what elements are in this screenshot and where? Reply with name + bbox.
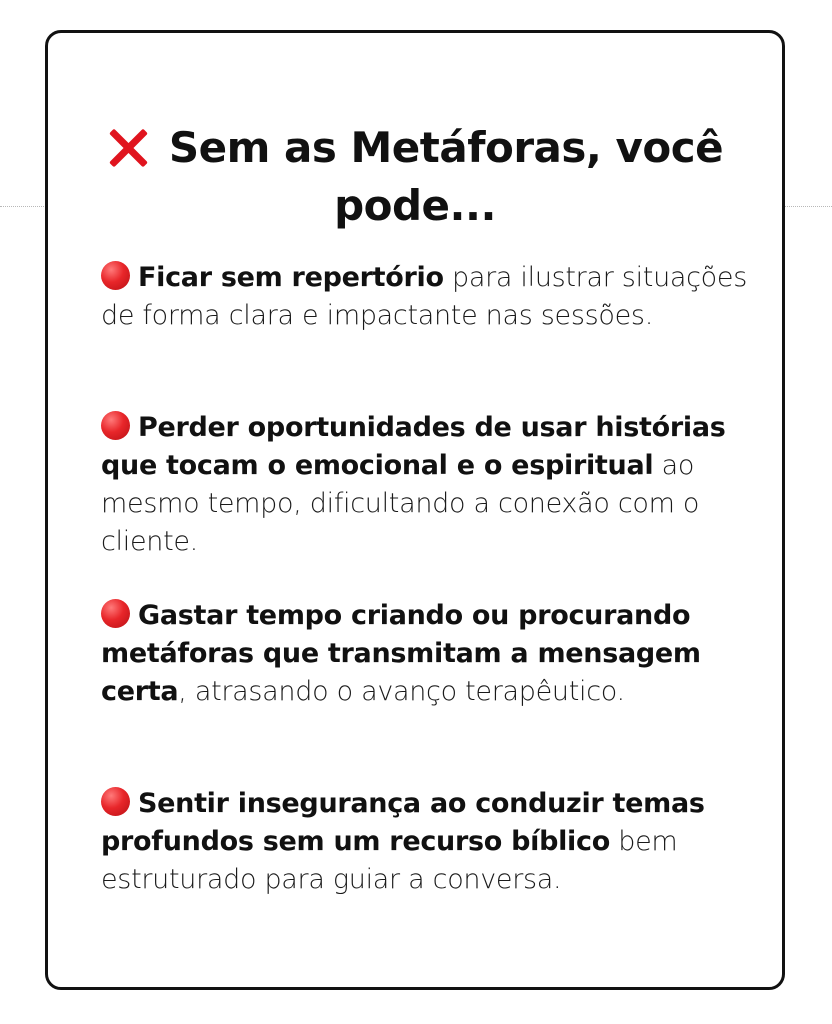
item-text: para ilustrar situações de forma clara e impactante nas sessões. (101, 262, 747, 331)
title-line-1 (48, 119, 782, 177)
red-circle-icon (101, 261, 130, 290)
red-circle-icon (101, 599, 130, 628)
list-item (101, 259, 751, 335)
item-bold-text: Ficar sem repertório (138, 262, 444, 293)
item-bold-text: Gastar tempo criando ou procurando metáforas que transmitam a mensagem certa (101, 600, 701, 707)
item-text: bem estruturado para guiar a conversa. (101, 826, 678, 895)
red-circle-icon (101, 411, 130, 440)
content-card (45, 30, 785, 990)
card-title (48, 119, 782, 235)
x-mark-icon (107, 126, 147, 166)
item-bold-text: Perder oportunidades de usar histórias que tocam o emocional e o espiritual (101, 412, 726, 481)
list-item (101, 597, 751, 711)
item-bold-text: Sentir insegurança ao conduzir temas profundos sem um recurso bíblico (101, 788, 705, 857)
item-text: ao mesmo tempo, dificultando a conexão com o cliente. (101, 450, 700, 557)
title-line-2: pode... (334, 181, 496, 230)
title-text-1: Sem as Metáforas, você (168, 123, 724, 172)
list-item (101, 785, 751, 899)
item-text: , atrasando o avanço terapêutico. (178, 676, 625, 707)
list-item (101, 409, 751, 561)
red-circle-icon (101, 787, 130, 816)
